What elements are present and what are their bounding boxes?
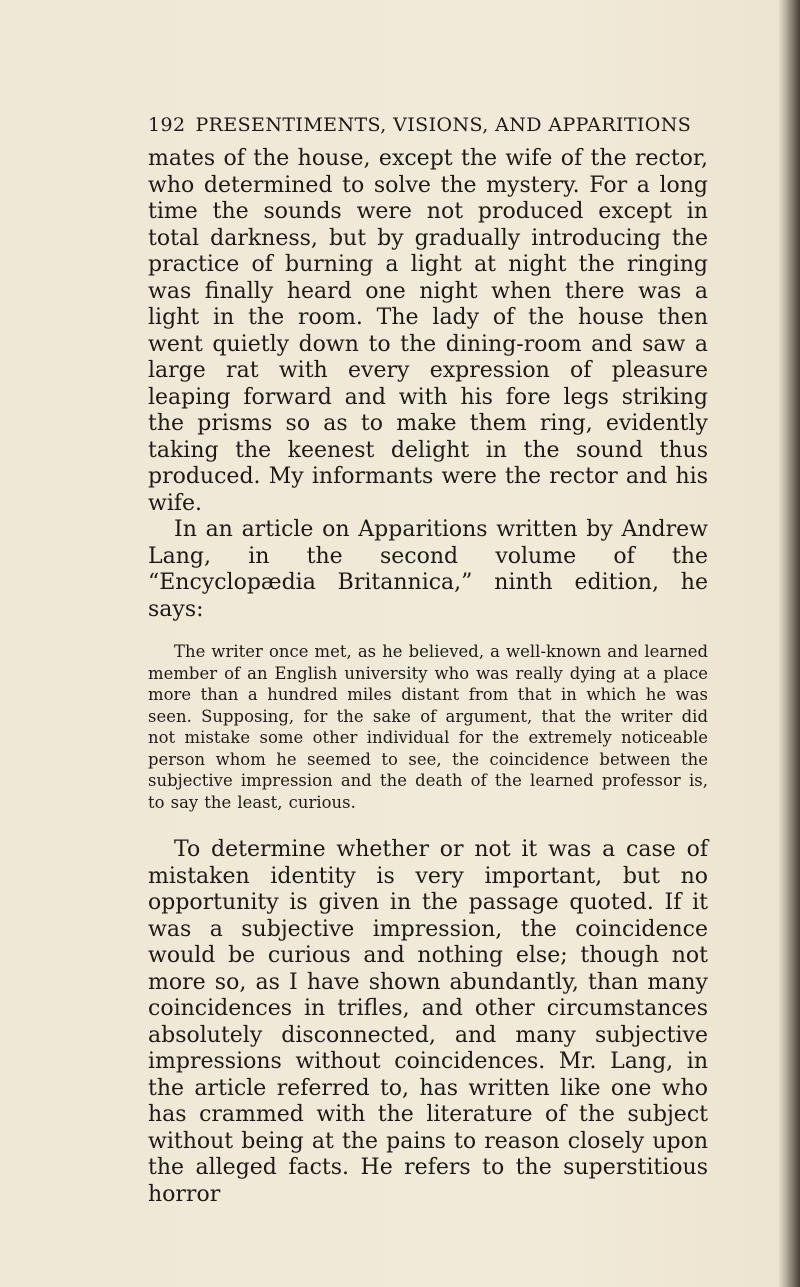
block-quotation: The writer once met, as he believed, a well-known and learned member of an English university who was really dying at a place more than a hundred miles distant from that in which he was seen. Supposing, for the sake of argument, that the writer did not mistake some other individual for the extremely noticeable person whom he seemed to see, the coincidence between the subjective impression and the death of the learned professor is, to say the least, curious. (148, 642, 708, 812)
paragraph-lang-intro: In an article on Apparitions written by Andrew Lang, in the second volume of the “Encyclopædia Britannica,” ninth edition, he says: (148, 517, 708, 622)
paragraph-continued: mates of the house, except the wife of the rector, who determined to solve the mystery. For a long time the sounds were not produced except in total darkness, but by gradually introducing the practice of burning a light at night the ringing was finally heard one night when there was a light in the room. The lady of the house then went quietly down to the dining-room and saw a large rat with every expression of pleasure leaping forward and with his fore legs striking the prisms so as to make them ring, evidently taking the keenest delight in the sound thus produced. My informants were the rector and his wife. (148, 146, 708, 516)
paragraph-mistaken-identity: To determine whether or not it was a case of mistaken identity is very important, but no opportunity is given in the passage quoted. If it was a subjective impression, the coincidence would be curious and nothing else; though not more so, as I have shown abundantly, than many coincidences in trifles, and other circumstances absolutely disconnected, and many subjective impressions without coincidences. Mr. Lang, in the article referred to, has written like one who has crammed with the literature of the subject without being at the pains to reason closely upon the alleged facts. He refers to the superstitious horror (148, 837, 708, 1207)
binding-shadow (778, 0, 800, 1287)
page-number: 192 (148, 114, 186, 136)
chapter-title: PRESENTIMENTS, VISIONS, AND APPARITIONS (195, 114, 692, 136)
text-block (148, 146, 708, 1208)
running-head (148, 114, 708, 136)
